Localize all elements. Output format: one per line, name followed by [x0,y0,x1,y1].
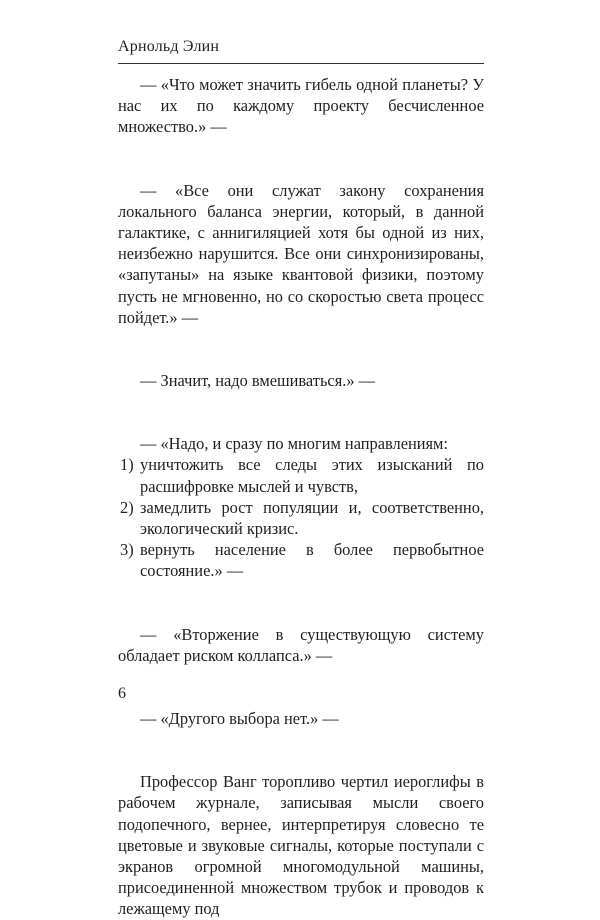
paragraph-4-intro: — «Надо, и сразу по многим направлениям: [140,434,448,454]
paragraph-1: — «Что может значить гибель одной планеты? У нас их по каждому проекту бесчисленное множество.» — [118,75,484,137]
numbered-list [118,454,484,581]
paragraph-gap [118,138,484,180]
list-item-text: вернуть население в более первобытное состояние.» — [140,540,484,581]
list-item [118,497,484,539]
paragraph-7: Профессор Ванг торопливо чертил иероглифы в рабочем журнале, записывая мысли своего подопечного, вернее, интерпретируя словесно те цветовые и звуковые сигналы, которые поступали с экранов огромной многомодульной машины, присоединенной множеством трубок и проводов к лежащему под [118,772,484,919]
page-number: 6 [118,685,126,702]
list-item-text: уничтожить все следы этих изысканий по расшифровке мыслей и чувств, [140,455,484,496]
paragraph-2: — «Все они служат закону сохранения локального баланса энергии, который, в данной галактике, с аннигиляцией хотя бы одной из них, неизбежно нарушится. Все они синхронизированы, «запутаны» на языке квантовой физики, поэтому пусть не мгновенно, но со скоростью света процесс пойдет.» — [118,180,484,327]
running-head-author: Арнольд Элин [118,38,220,55]
paragraph-gap [118,582,484,624]
paragraph-3: — Значит, надо вмешиваться.» — [140,371,376,391]
list-item-number: 3) [120,540,134,560]
list-item-text: замедлить рост популяции и, соответственно, экологический кризис. [140,497,484,539]
list-item [118,539,484,581]
paragraph-6: — «Другого выбора нет.» — [140,709,339,729]
paragraph-5: — «Вторжение в существующую систему обладает риском коллапса.» — [118,624,484,665]
paragraph-gap [118,391,484,433]
list-item-number: 2) [120,497,134,517]
header-rule [118,63,484,64]
list-item-number: 1) [120,455,134,475]
paragraph-gap [118,666,484,708]
page-body [118,74,484,920]
paragraph-gap [118,328,484,370]
paragraph-gap [118,729,484,771]
list-item [118,454,484,496]
